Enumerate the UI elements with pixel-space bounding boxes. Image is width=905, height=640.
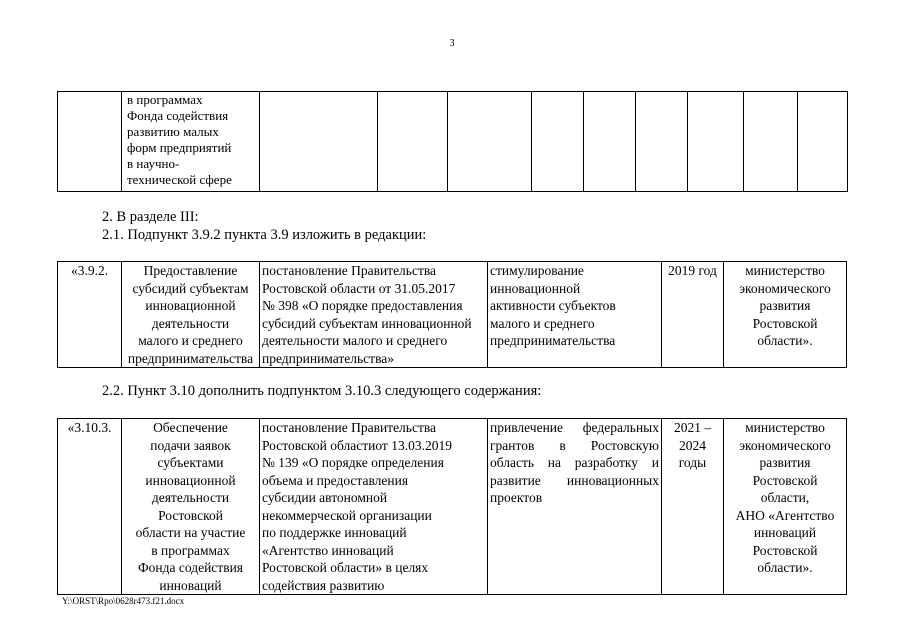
executor-cell: министерство экономического развития Ростовской области». (724, 262, 847, 368)
table-cell (260, 92, 378, 192)
table-3-10-3 (57, 418, 847, 595)
period-cell: 2019 год (662, 262, 724, 368)
measure-cell: Обеспечение подачи заявок субъектами инновационной деятельности Ростовской области на участие в программах Фонда содействия инноваций (122, 419, 260, 595)
row-number: «3.9.2. (58, 262, 122, 368)
measure-cell: Предоставление субсидий субъектам инновационной деятельности малого и среднего предпринимательства (122, 262, 260, 368)
section-intro: 2. В разделе III: (102, 209, 199, 225)
table-cell: в программах Фонда содействия развитию малых форм предприятий в научно- технической сфере (122, 92, 260, 192)
page-number: 3 (449, 38, 455, 49)
table-cell (58, 92, 122, 192)
table-cell (798, 92, 848, 192)
table-cell (532, 92, 584, 192)
table-cell (378, 92, 448, 192)
table-cell (584, 92, 636, 192)
goal-cell: привлечение федеральных грантов в Ростовскую область на разработку и развитие инновационных проектов (488, 419, 662, 595)
table-3-9-2 (57, 261, 847, 368)
goal-cell: стимулирование инновационной активности субъектов малого и среднего предпринимательства (488, 262, 662, 368)
basis-cell: постановление Правительства Ростовской областиот 13.03.2019 № 139 «О порядке определения объема и предоставления субсидии автономной некоммерческой организации по поддержке инноваций «Агентство инноваций Ростовской области» в целях содействия развитию (260, 419, 488, 595)
continued-table (57, 91, 848, 192)
basis-cell: постановление Правительства Ростовской области от 31.05.2017 № 398 «О порядке предоставления субсидий субъектам инновационной деятельности малого и среднего предпринимательства» (260, 262, 488, 368)
table-cell (744, 92, 798, 192)
item-2-2: 2.2. Пункт 3.10 дополнить подпунктом 3.10.3 следующего содержания: (102, 383, 542, 399)
footer-file-path: Y:\ORST\Rpo\0628r473.f21.docx (62, 596, 185, 606)
row-number: «3.10.3. (58, 419, 122, 595)
period-cell: 2021 – 2024 годы (662, 419, 724, 595)
executor-cell: министерство экономического развития Ростовской области, АНО «Агентство инноваций Ростовской области». (724, 419, 847, 595)
table-cell (636, 92, 688, 192)
table-cell (688, 92, 744, 192)
item-2-1: 2.1. Подпункт 3.9.2 пункта 3.9 изложить в редакции: (102, 227, 427, 243)
table-cell (448, 92, 532, 192)
